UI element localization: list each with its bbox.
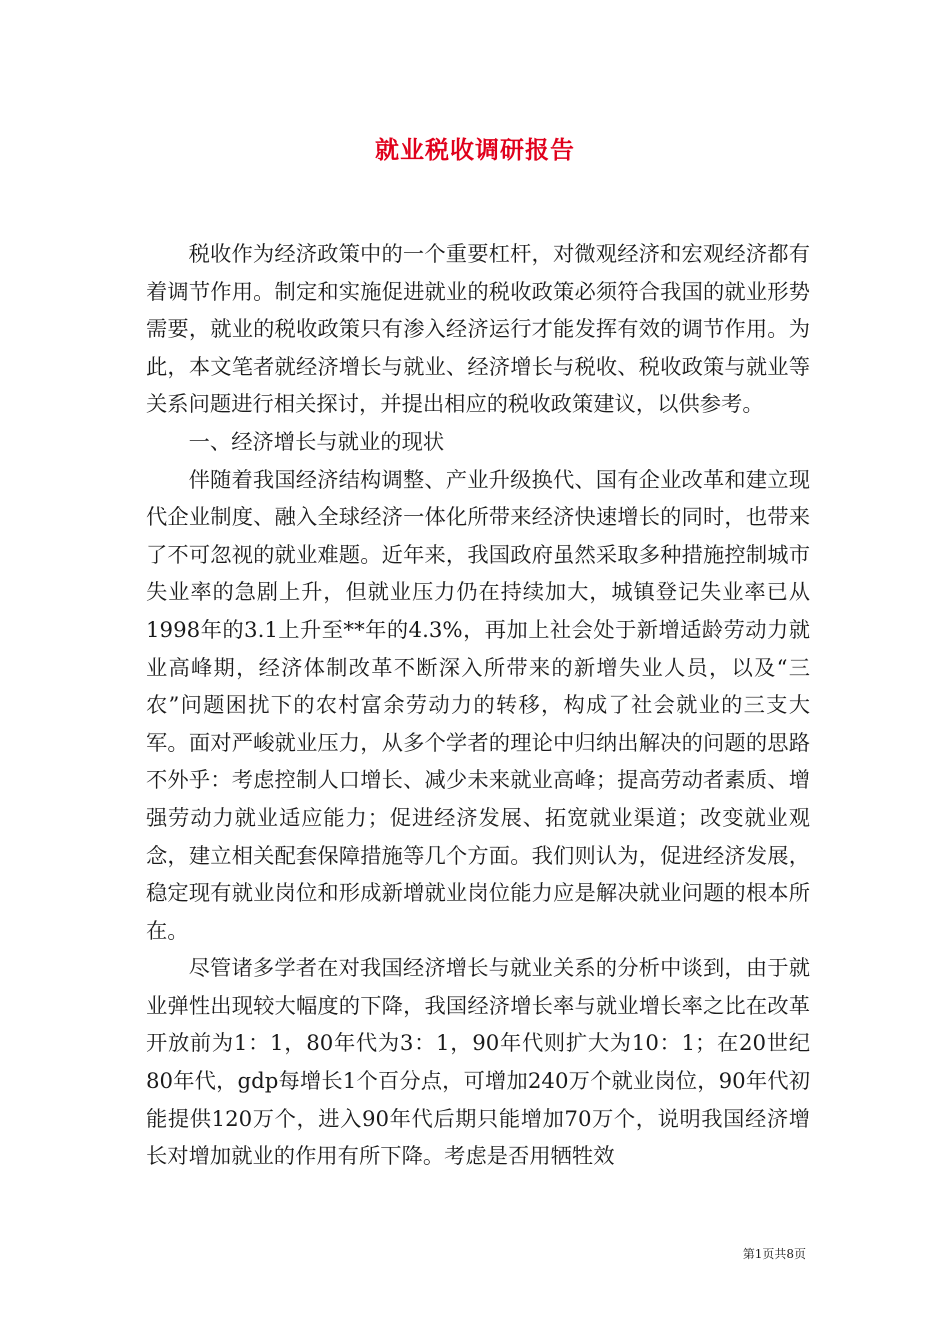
document-body xyxy=(146,236,810,1176)
section-heading: 一、经济增长与就业的现状 xyxy=(188,429,445,455)
paragraph-analysis: 尽管诸多学者在对我国经济增长与就业关系的分析中谈到，由于就业弹性出现较大幅度的下降，我国经济增长率与就业增长率之比在改革开放前为1：1，80年代为3：1，90年代则扩大为10：1；在20世纪80年代，gdp每增长1个百分点，可增加240万个就业岗位，90年代初能提供120万个，进入90年代后期只能增加70万个，说明我国经济增长对增加就业的作用有所下降。考虑是否用牺牲效 xyxy=(146,956,810,1170)
document-title: 就业税收调研报告 xyxy=(375,135,575,164)
page-number-footer: 第1页共8页 xyxy=(742,1247,806,1261)
paragraph-intro: 税收作为经济政策中的一个重要杠杆，对微观经济和宏观经济都有着调节作用。制定和实施促进就业的税收政策必须符合我国的就业形势需要，就业的税收政策只有渗入经济运行才能发挥有效的调节作用。为此，本文笔者就经济增长与就业、经济增长与税收、税收政策与就业等关系问题进行相关探讨，并提出相应的税收政策建议，以供参考。 xyxy=(146,242,810,418)
paragraph-status: 伴随着我国经济结构调整、产业升级换代、国有企业改革和建立现代企业制度、融入全球经济一体化所带来经济快速增长的同时，也带来了不可忽视的就业难题。近年来，我国政府虽然采取多种措施控制城市失业率的急剧上升，但就业压力仍在持续加大，城镇登记失业率已从1998年的3.1上升至**年的4.3%，再加上社会处于新增适龄劳动力就业高峰期，经济体制改革不断深入所带来的新增失业人员，以及“三农”问题困扰下的农村富余劳动力的转移，构成了社会就业的三支大军。面对严峻就业压力，从多个学者的理论中归纳出解决的问题的思路不外乎：考虑控制人口增长、减少未来就业高峰；提高劳动者素质、增强劳动力就业适应能力；促进经济发展、拓宽就业渠道；改变就业观念，建立相关配套保障措施等几个方面。我们则认为，促进经济发展，稳定现有就业岗位和形成新增就业岗位能力应是解决就业问题的根本所在。 xyxy=(146,467,810,944)
